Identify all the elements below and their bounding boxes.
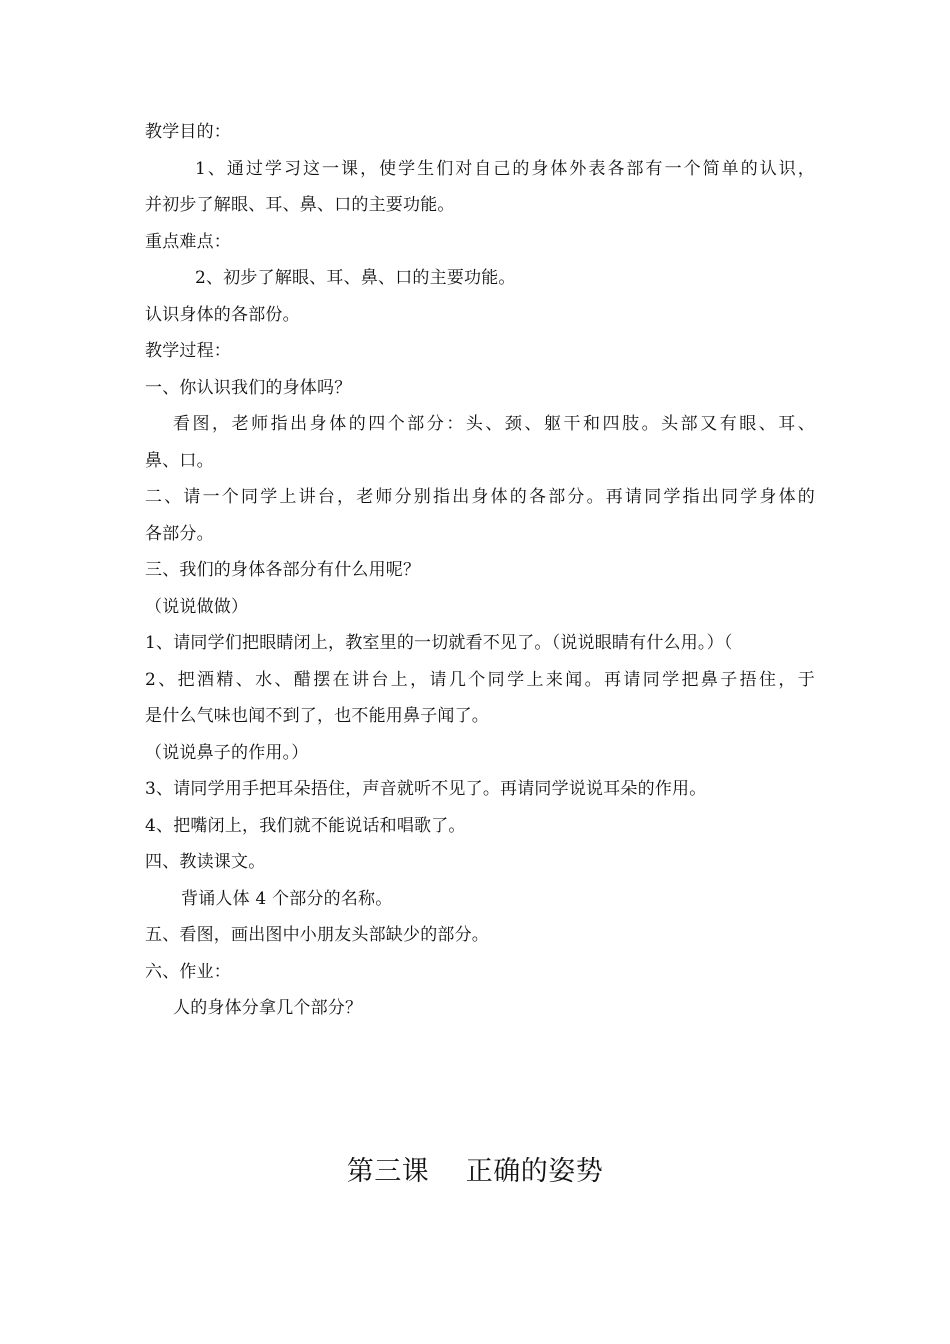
goal-item-1-continued: 并初步了解眼、耳、鼻、口的主要功能。	[145, 195, 455, 215]
section-four-text: 背诵人体 4 个部分的名称。	[181, 888, 393, 909]
section-three-title: 三、我们的身体各部分有什么用呢？	[145, 560, 421, 580]
lesson-plan-body	[145, 114, 815, 1027]
activity-item-3: 3、请同学用手把耳朵捂住，声音就听不见了。再请同学说说耳朵的作用。	[145, 779, 707, 799]
activity-item-2-note: （说说鼻子的作用。）	[145, 742, 309, 763]
section-three-note: （说说做做）	[145, 596, 249, 617]
heading-teaching-process: 教学过程：	[145, 341, 231, 361]
section-one-title: 一、你认识我们的身体吗？	[145, 377, 352, 398]
section-two-text: 二、请一个同学上讲台，老师分别指出身体的各部分。再请同学指出同学身体的	[145, 487, 815, 507]
section-two-text-continued: 各部分。	[145, 523, 214, 544]
section-one-text-continued: 鼻、口。	[145, 450, 214, 471]
goal-item-1: 1、通过学习这一课，使学生们对自己的身体外表各部有一个简单的认识，	[195, 158, 815, 179]
activity-item-2-continued: 是什么气味也闻不到了，也不能用鼻子闻了。	[145, 706, 489, 726]
heading-teaching-goals: 教学目的：	[145, 122, 231, 142]
heading-key-points: 重点难点：	[145, 231, 231, 252]
section-six-title: 六、作业：	[145, 961, 231, 982]
section-one-text: 看图，老师指出身体的四个部分：头、颈、躯干和四肢。头部又有眼、耳、	[173, 414, 815, 434]
activity-item-4: 4、把嘴闭上，我们就不能说话和唱歌了。	[145, 815, 466, 836]
lesson-title: 第三课 正确的姿势	[346, 1156, 604, 1187]
key-point-body-parts: 认识身体的各部份。	[145, 304, 300, 325]
key-point-item-2: 2、初步了解眼、耳、鼻、口的主要功能。	[195, 268, 516, 288]
activity-item-2: 2、把酒精、水、醋摆在讲台上，请几个同学上来闻。再请同学把鼻子捂住，于	[145, 669, 815, 690]
section-four-title: 四、教读课文。	[145, 852, 266, 872]
activity-item-1: 1、请同学们把眼睛闭上，教室里的一切就看不见了。（说说眼睛有什么用。）（	[145, 633, 733, 653]
section-five-title: 五、看图，画出图中小朋友头部缺少的部分。	[145, 925, 489, 945]
homework-question: 人的身体分拿几个部分？	[173, 998, 363, 1018]
